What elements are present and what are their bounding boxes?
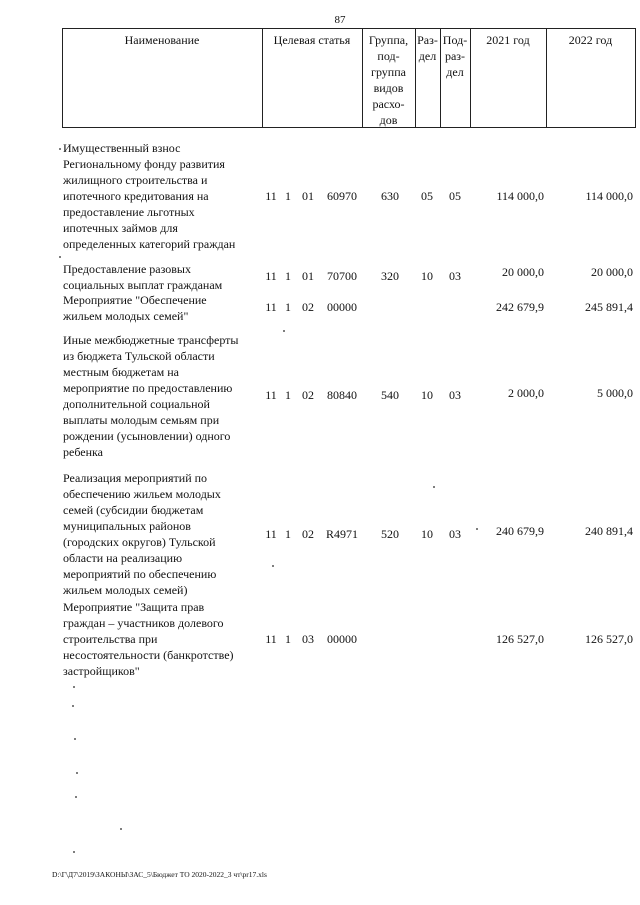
row-amount-2022: 126 527,0 (585, 632, 633, 646)
row-subsection: 05 (449, 189, 461, 203)
row-code-measure: 02 (302, 527, 314, 541)
row-code-measure: 03 (302, 632, 314, 646)
row-subsection: 03 (449, 527, 461, 541)
header-bottom-border (62, 127, 636, 128)
row-group: 320 (381, 269, 399, 283)
scan-speck (75, 796, 77, 798)
row-code-subprogram: 1 (285, 269, 291, 283)
scan-speck (59, 148, 61, 150)
header-section: Раз- дел (417, 33, 438, 63)
footer-file-path: D:\Г\Д7\2019\ЗАКОНЫ\ЗАС_5\Бюджет ТО 2020-2022_3 чт\pr17.xls (52, 870, 267, 879)
row-code-program: 11 (265, 527, 277, 541)
row-section: 05 (421, 189, 433, 203)
row-code-program: 11 (265, 300, 277, 314)
row-code-subprogram: 1 (285, 527, 291, 541)
row-code-direction: 70700 (327, 269, 357, 283)
row-group: 520 (381, 527, 399, 541)
row-code-direction: 00000 (327, 300, 357, 314)
scan-speck (73, 851, 75, 853)
row-code-measure: 01 (302, 269, 314, 283)
row-amount-2022: 5 000,0 (597, 386, 633, 400)
row-amount-2022: 245 891,4 (585, 300, 633, 314)
row-code-direction: 00000 (327, 632, 357, 646)
header-year-2022: 2022 год (568, 33, 613, 47)
header-subsection: Под- раз- дел (442, 33, 468, 79)
row-amount-2021: 242 679,9 (496, 300, 544, 314)
row-amount-2022: 20 000,0 (591, 265, 633, 279)
scan-speck (120, 828, 122, 830)
row-section: 10 (421, 527, 433, 541)
row-code-direction: 60970 (327, 189, 357, 203)
row-code-measure: 02 (302, 300, 314, 314)
row-code-measure: 01 (302, 189, 314, 203)
header-year-2021: 2021 год (486, 33, 530, 47)
row-amount-2021: 114 000,0 (496, 189, 544, 203)
row-code-subprogram: 1 (285, 388, 291, 402)
row-code-program: 11 (265, 632, 277, 646)
row-name: Реализация мероприятий по обеспечению жильем молодых семей (субсидии бюджетам муниципальных районов (городских округов) Тульской области на реализацию мероприятий по обеспечению жильем молодых семей) (63, 471, 221, 597)
row-group: 630 (381, 189, 399, 203)
header-name: Наименование (124, 33, 200, 47)
scan-speck (59, 256, 61, 258)
row-amount-2021: 20 000,0 (502, 265, 544, 279)
row-amount-2022: 240 891,4 (585, 524, 633, 538)
row-name: Предоставление разовых социальных выплат гражданам (63, 262, 223, 292)
row-name: Иные межбюджетные трансферты из бюджета Тульской области местным бюджетам на мероприятие по предоставлению дополнительной социальной выплаты молодым семьям при рождении (усыновлении) одного ребенка (63, 333, 239, 459)
scan-speck (73, 686, 75, 688)
row-amount-2021: 240 679,9 (496, 524, 544, 538)
scan-speck (433, 486, 435, 488)
row-code-program: 11 (265, 189, 277, 203)
row-code-direction: 80840 (327, 388, 357, 402)
row-code-direction: R4971 (325, 527, 358, 541)
header-divider (635, 28, 636, 128)
header-group: Группа, под- группа видов расхо- дов (368, 33, 409, 127)
row-name: Мероприятие "Защита прав граждан – участников долевого строительства при несостоятельности (банкротстве) застройщиков" (63, 600, 234, 678)
row-name: Мероприятие "Обеспечение жильем молодых семей" (63, 293, 207, 323)
row-code-subprogram: 1 (285, 632, 291, 646)
row-section: 10 (421, 388, 433, 402)
row-code-measure: 02 (302, 388, 314, 402)
row-amount-2022: 114 000,0 (585, 189, 633, 203)
row-group: 540 (381, 388, 399, 402)
scan-speck (76, 772, 78, 774)
page-number: 87 (334, 14, 346, 26)
scan-speck (283, 330, 285, 332)
row-subsection: 03 (449, 388, 461, 402)
row-section: 10 (421, 269, 433, 283)
header-top-border (62, 28, 636, 29)
scan-speck (272, 565, 274, 567)
scan-speck (476, 528, 478, 530)
row-code-program: 11 (265, 388, 277, 402)
header-target-item: Целевая статья (273, 33, 351, 47)
scan-speck (74, 738, 76, 740)
row-amount-2021: 126 527,0 (496, 632, 544, 646)
row-amount-2021: 2 000,0 (508, 386, 544, 400)
scan-speck (72, 705, 74, 707)
row-code-subprogram: 1 (285, 189, 291, 203)
row-name: Имущественный взнос Региональному фонду развития жилищного строительства и ипотечного кредитования на предоставление льготных ипотечных займов для определенных категорий граждан (63, 141, 236, 251)
row-subsection: 03 (449, 269, 461, 283)
row-code-subprogram: 1 (285, 300, 291, 314)
row-code-program: 11 (265, 269, 277, 283)
